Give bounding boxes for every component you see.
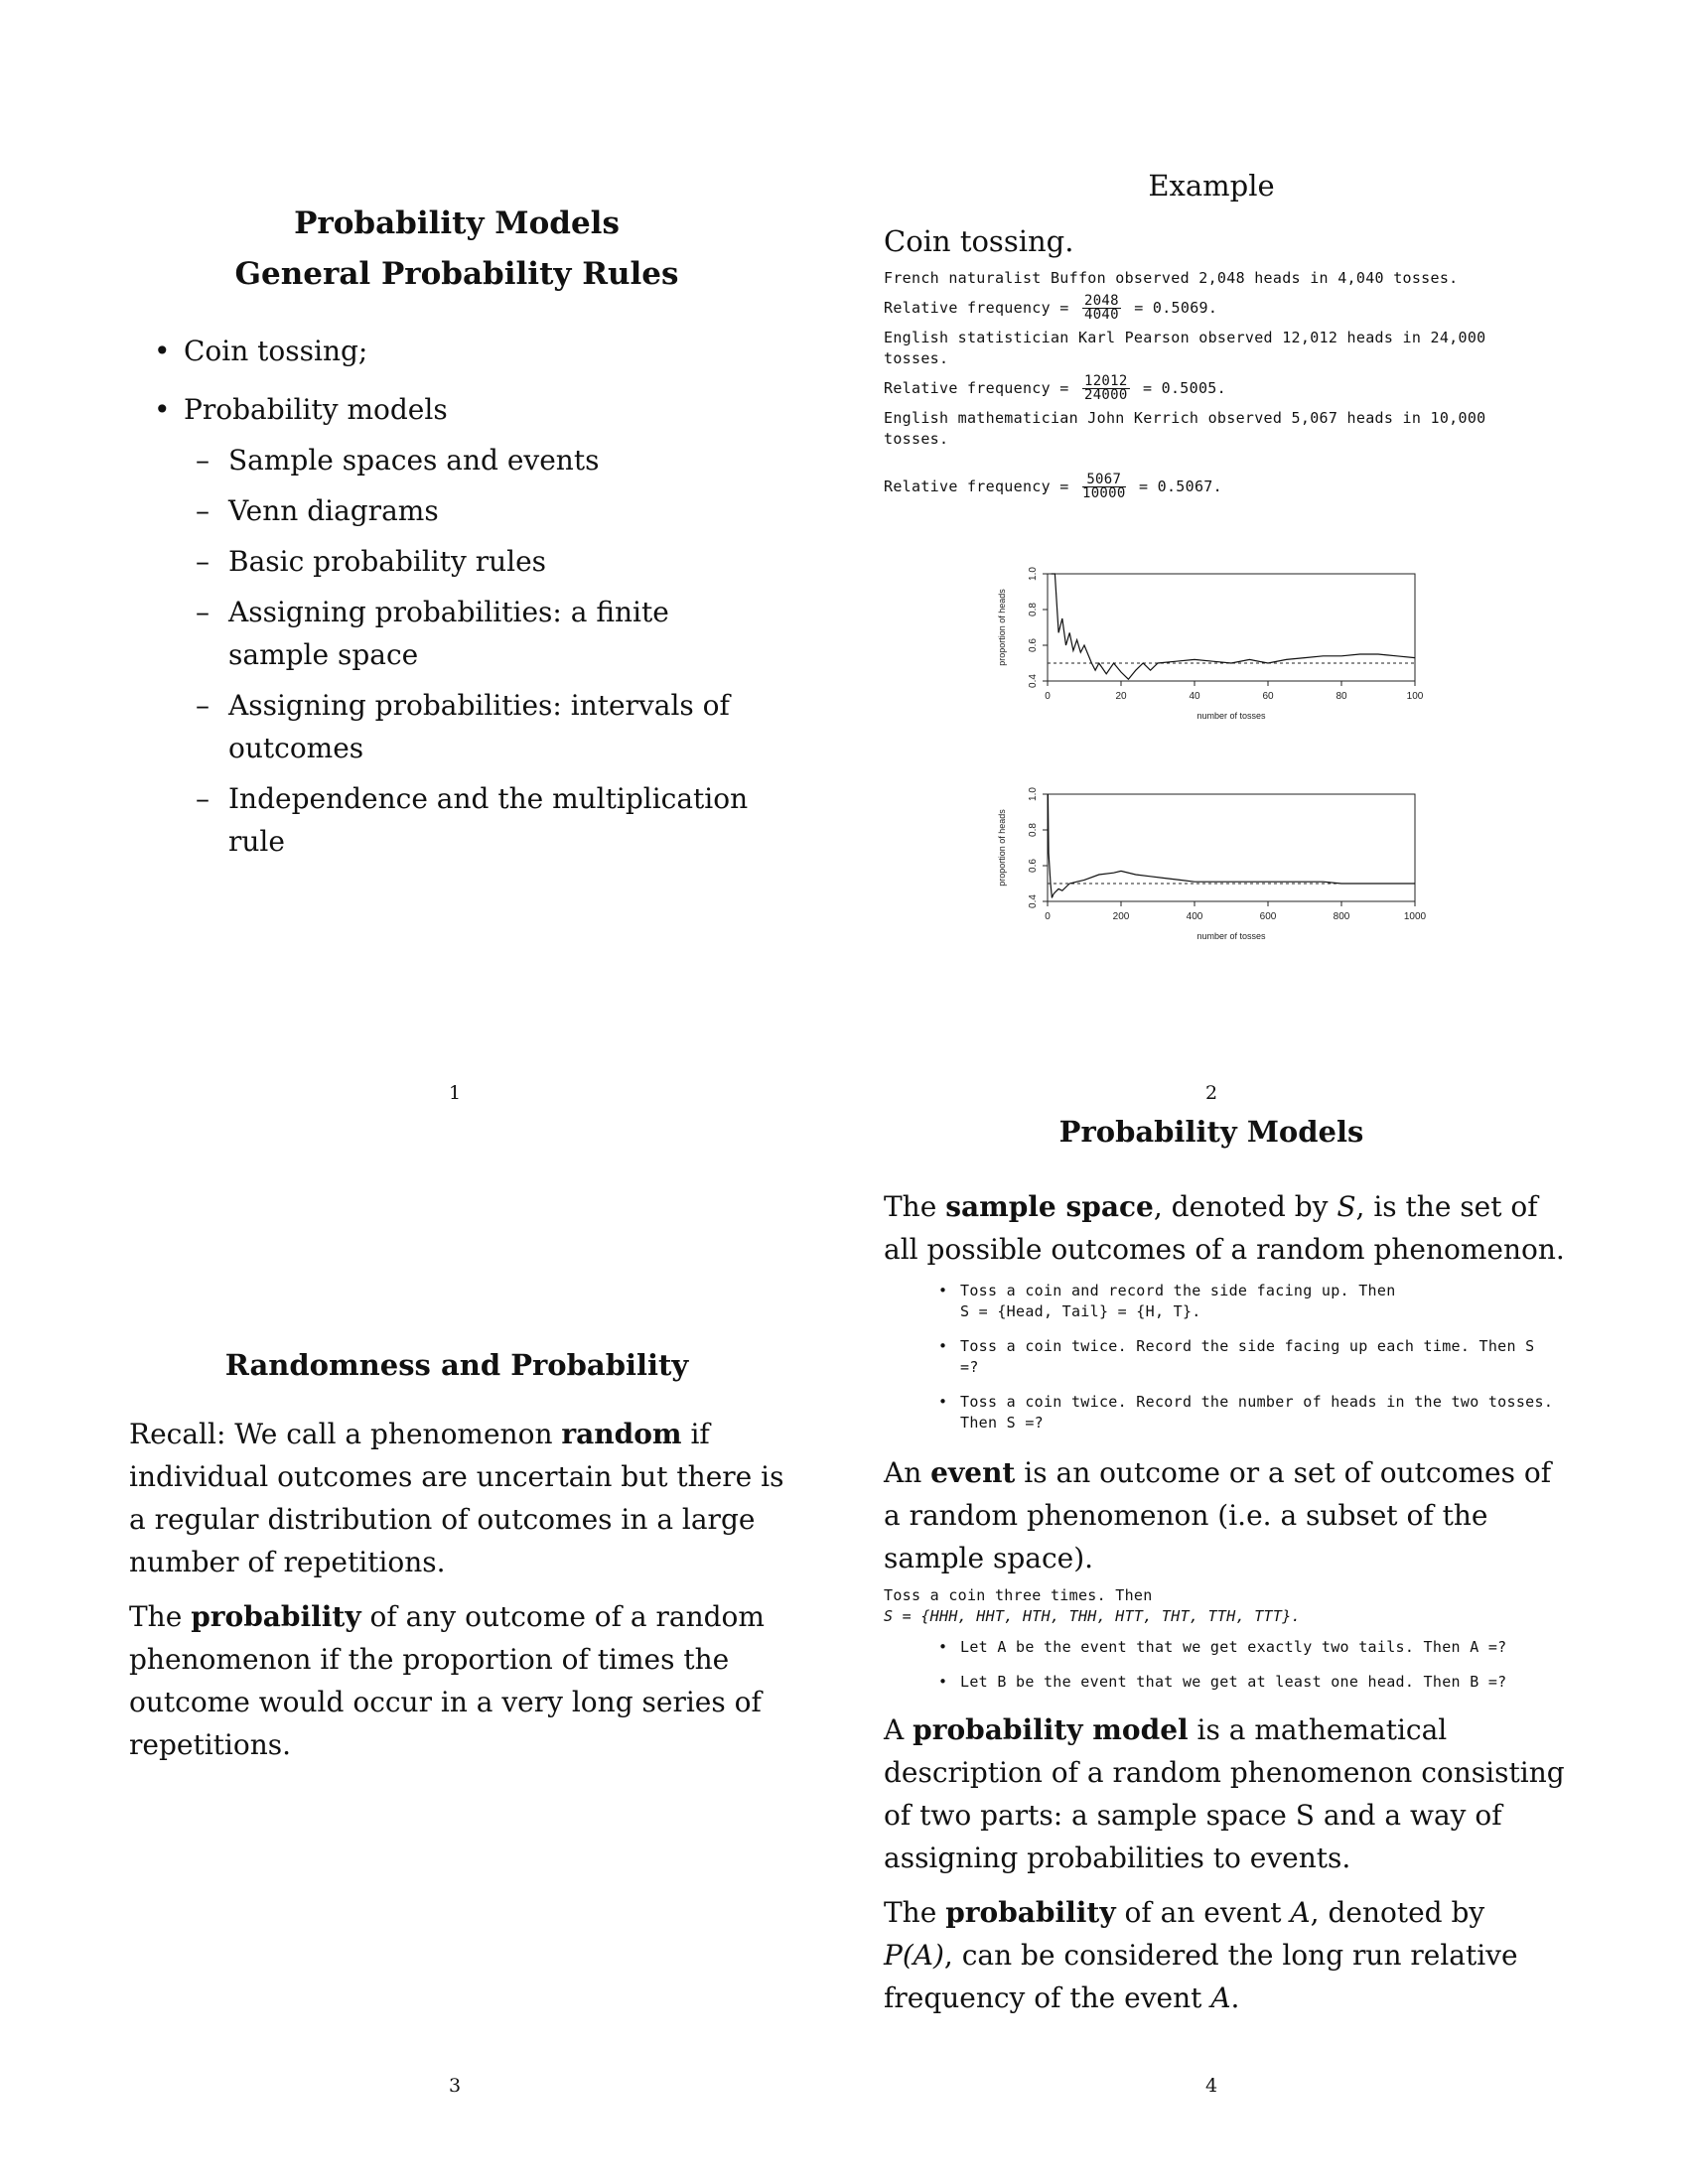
- slide3-title: Randomness and Probability: [224, 1348, 689, 1382]
- outline-subitem: [196, 684, 752, 769]
- text: The: [884, 1190, 937, 1223]
- outline-item: [154, 330, 824, 372]
- fraction: [1082, 474, 1126, 500]
- relative-frequency-3: [884, 474, 1559, 500]
- y-tick-label: 0.6: [1028, 859, 1039, 873]
- term-probability-model: probability model: [913, 1713, 1189, 1746]
- numerator: 12012: [1083, 373, 1128, 389]
- chart-tosses-100: [993, 564, 1430, 738]
- list-item: [938, 1672, 1554, 1693]
- rf-result: = 0.5005.: [1142, 379, 1226, 397]
- text: of an event: [1124, 1896, 1282, 1929]
- observation-kerrich: English mathematician John Kerrich observed 5,067 heads in 10,000 tosses.: [884, 409, 1486, 448]
- fraction: [1082, 375, 1130, 402]
- bullet-dot-icon: •: [938, 1337, 948, 1355]
- text: The: [884, 1896, 937, 1929]
- outline-subitem: [196, 540, 752, 583]
- y-tick-label: 0.6: [1028, 638, 1039, 652]
- term-sample-space: sample space: [945, 1190, 1154, 1223]
- text: is an outcome or a set of outcomes of a random phenomenon (i.e. a subset of the sample space).: [884, 1456, 1552, 1574]
- denominator: 10000: [1081, 485, 1126, 501]
- page-number: 1: [448, 1082, 462, 1104]
- relative-frequency-2: [884, 375, 1559, 402]
- list-item-formula: S = {Head, Tail} = {H, T}.: [960, 1302, 1201, 1320]
- dash-icon: –: [196, 689, 210, 722]
- slide-4: [884, 1107, 1579, 2019]
- list-item-text: Let B be the event that we get at least one head. Then B =?: [960, 1673, 1507, 1691]
- x-tick-label: 400: [1186, 911, 1203, 922]
- outline-subitem: [196, 591, 752, 676]
- bullet-dot-icon: •: [154, 335, 171, 367]
- relative-frequency-1: [884, 295, 1559, 322]
- x-tick-label: 0: [1045, 911, 1051, 922]
- term-random: random: [561, 1418, 682, 1450]
- bullet-dot-icon: •: [938, 1393, 948, 1411]
- fraction: [1082, 295, 1121, 322]
- symbol: A: [1210, 1981, 1231, 2014]
- slide4-para-probability: [884, 1891, 1529, 2019]
- plot-frame: [1048, 574, 1415, 681]
- text: if individual outcomes are uncertain but there is a regular distribution of outcomes in a large number of repetitions.: [129, 1418, 784, 1578]
- bullet-dot-icon: •: [938, 1282, 948, 1299]
- slide3-para-probability: [129, 1595, 765, 1766]
- text: is a mathematical description of a random phenomenon consisting of two parts: a sample space S and a way of assigning probabilities to events.: [884, 1713, 1565, 1874]
- formula: S = {HHH, HHT, HTH, THH, HTT, THT, TTH, TTT}.: [884, 1607, 1301, 1625]
- slide1-title: [129, 199, 784, 300]
- list-item-text: Let A be the event that we get exactly two tails. Then A =?: [960, 1638, 1507, 1656]
- rf-result: = 0.5069.: [1134, 299, 1218, 317]
- slide4-para-sample-space: [884, 1185, 1569, 1271]
- y-tick-label: 0.4: [1028, 894, 1039, 908]
- outline-subitem-label: Assigning probabilities: intervals of outcomes: [228, 689, 730, 764]
- x-tick-label: 600: [1259, 911, 1277, 922]
- text: , denoted by: [1153, 1190, 1329, 1223]
- slide3-para-random: [129, 1413, 784, 1583]
- dash-icon: –: [196, 596, 210, 628]
- x-axis-label: number of tosses: [1196, 931, 1266, 941]
- x-tick-label: 100: [1406, 691, 1424, 702]
- symbol: S: [1336, 1190, 1356, 1223]
- slide4-para-model: [884, 1708, 1569, 1879]
- rf-label: Relative frequency =: [884, 299, 1069, 317]
- outline-subitem: [196, 439, 752, 481]
- sample-space-examples: [884, 1281, 1554, 1433]
- outline-item-label: Coin tossing;: [184, 335, 368, 367]
- page-number: 3: [448, 2075, 462, 2097]
- list-item: [938, 1392, 1554, 1433]
- list-item-text: Toss a coin twice. Record the number of heads in the two tosses. Then S =?: [960, 1393, 1554, 1432]
- outline-subitem: [196, 489, 752, 532]
- slide2-subtitle: Coin tossing.: [884, 224, 1074, 258]
- slide4-para-event: [884, 1451, 1569, 1579]
- slide2-body: [884, 268, 1559, 500]
- x-tick-label: 800: [1333, 911, 1350, 922]
- list-item-text: Toss a coin and record the side facing up. Then: [960, 1282, 1396, 1299]
- x-axis-label: number of tosses: [1196, 711, 1266, 721]
- slide1-outline: [129, 330, 824, 863]
- text: A: [884, 1713, 905, 1746]
- rf-label: Relative frequency =: [884, 379, 1069, 397]
- term-probability: probability: [945, 1896, 1116, 1929]
- series-line: [1048, 794, 1415, 897]
- x-tick-label: 0: [1045, 691, 1051, 702]
- slide-2: [884, 169, 1579, 500]
- plot-frame: [1048, 794, 1415, 901]
- y-axis-label: proportion of heads: [997, 809, 1007, 887]
- observation-buffon: French naturalist Buffon observed 2,048 heads in 4,040 tosses.: [884, 269, 1459, 287]
- numerator: 5067: [1082, 474, 1126, 487]
- outline-item: [154, 388, 824, 863]
- text: Toss a coin three times. Then: [884, 1586, 1153, 1604]
- numerator: 2048: [1083, 293, 1119, 309]
- outline-item-label: Probability models: [184, 393, 448, 426]
- outline-subitem-label: Assigning probabilities: a finite sample space: [228, 596, 669, 671]
- y-tick-label: 0.8: [1028, 823, 1039, 837]
- chart-tosses-1000: [993, 784, 1430, 958]
- page-number: 2: [1204, 1082, 1218, 1104]
- rf-result: = 0.5067.: [1138, 478, 1222, 495]
- dash-icon: –: [196, 545, 210, 578]
- bullet-dot-icon: •: [938, 1673, 948, 1691]
- x-tick-label: 40: [1189, 691, 1200, 702]
- x-tick-label: 80: [1336, 691, 1347, 702]
- denominator: 4040: [1083, 307, 1119, 323]
- text: Recall: We call a phenomenon: [129, 1418, 553, 1450]
- outline-subitem-label: Sample spaces and events: [228, 444, 600, 477]
- outline-subitem-label: Independence and the multiplication rule: [228, 782, 749, 858]
- slide-3: [129, 1340, 824, 1766]
- y-axis-label: proportion of heads: [997, 589, 1007, 666]
- text: , is the set of all possible outcomes of a random phenomenon.: [884, 1190, 1565, 1266]
- y-tick-label: 0.8: [1028, 603, 1039, 616]
- slide2-heading: Example: [1148, 169, 1275, 203]
- text: The: [129, 1600, 183, 1633]
- list-item: [938, 1637, 1554, 1658]
- event-examples: [884, 1637, 1554, 1693]
- slide1-title-line2: General Probability Rules: [234, 256, 679, 292]
- dash-icon: –: [196, 494, 210, 527]
- bullet-dot-icon: •: [154, 393, 171, 426]
- list-item-text: Toss a coin twice. Record the side facing up each time. Then S =?: [960, 1337, 1535, 1376]
- text: , denoted by: [1310, 1896, 1485, 1929]
- text: , can be considered the long run relative frequency of the event: [884, 1939, 1518, 2014]
- symbol: A: [1290, 1896, 1311, 1929]
- y-tick-label: 1.0: [1028, 787, 1039, 801]
- page-number: 4: [1204, 2075, 1218, 2097]
- x-tick-label: 200: [1112, 911, 1130, 922]
- slide4-title: Probability Models: [1058, 1115, 1364, 1149]
- x-tick-label: 1000: [1403, 911, 1427, 922]
- denominator: 24000: [1083, 387, 1128, 403]
- observation-pearson: English statistician Karl Pearson observed 12,012 heads in 24,000 tosses.: [884, 329, 1486, 367]
- slide-1: [129, 199, 824, 863]
- bullet-dot-icon: •: [938, 1638, 948, 1656]
- list-item: [938, 1336, 1554, 1378]
- outline-subitem-label: Venn diagrams: [228, 494, 439, 527]
- outline-subitem-label: Basic probability rules: [228, 545, 547, 578]
- text: An: [884, 1456, 922, 1489]
- y-tick-label: 1.0: [1028, 567, 1039, 581]
- text: of any outcome of a random phenomenon if the proportion of times the outcome would occur in a very long series of repetitions.: [129, 1600, 765, 1761]
- term-event: event: [930, 1456, 1016, 1489]
- three-toss-example: [884, 1585, 1569, 1627]
- list-item: [938, 1281, 1554, 1322]
- outline-subitem: [196, 777, 752, 863]
- dash-icon: –: [196, 782, 210, 815]
- symbol: P(A): [884, 1939, 944, 1972]
- text: .: [1230, 1981, 1240, 2014]
- rf-label: Relative frequency =: [884, 478, 1069, 495]
- dash-icon: –: [196, 444, 210, 477]
- x-tick-label: 60: [1262, 691, 1274, 702]
- y-tick-label: 0.4: [1028, 674, 1039, 688]
- x-tick-label: 20: [1115, 691, 1127, 702]
- slide1-title-line1: Probability Models: [294, 205, 620, 241]
- term-probability: probability: [191, 1600, 361, 1633]
- outline-subitems: [184, 439, 752, 863]
